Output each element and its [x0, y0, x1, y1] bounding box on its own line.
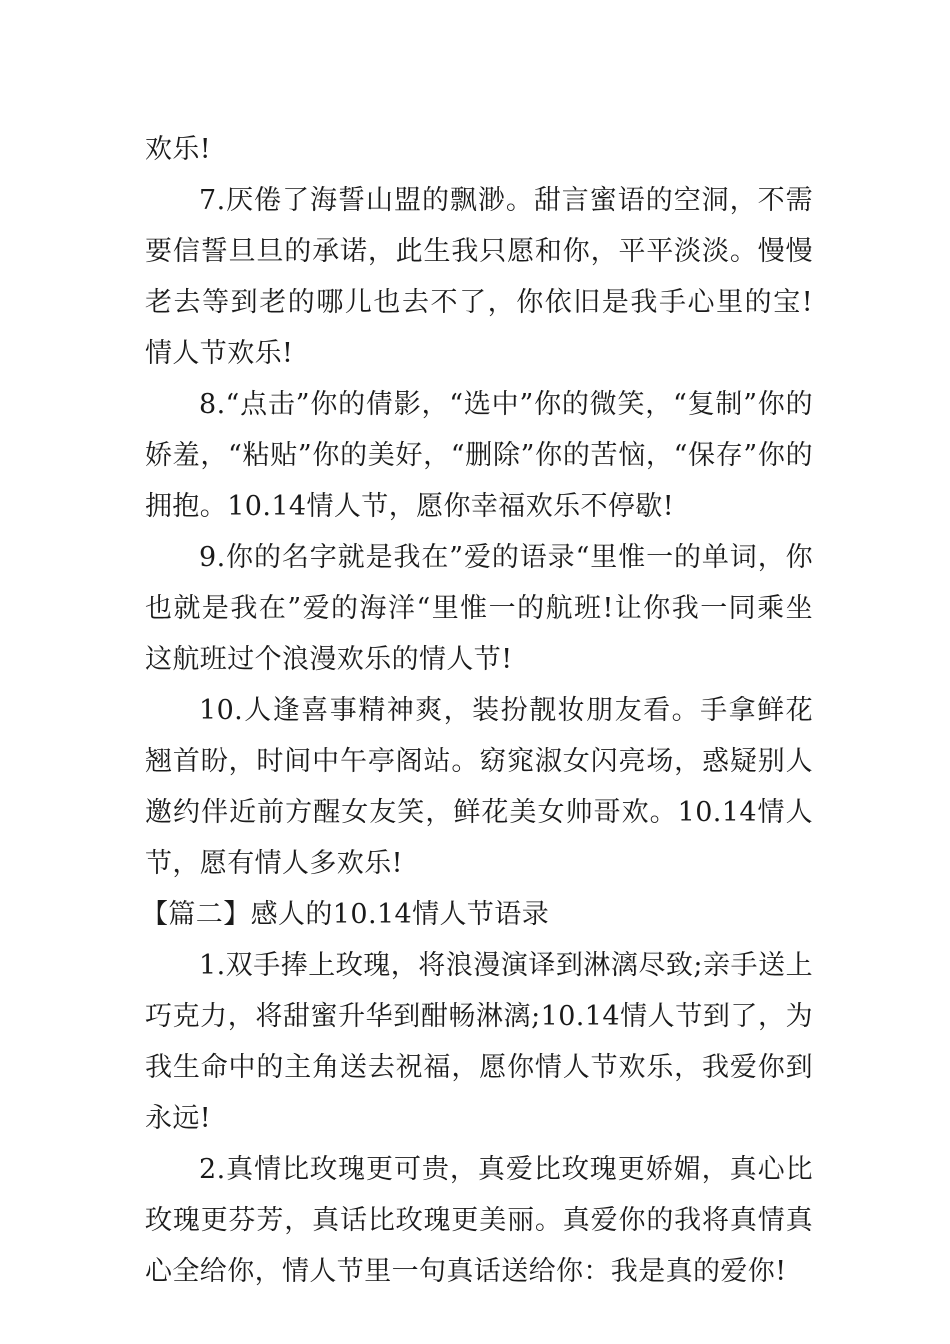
paragraph-item-7: 7.厌倦了海誓山盟的飘渺。甜言蜜语的空洞，不需要信誓旦旦的承诺，此生我只愿和你，平平淡淡。慢慢老去等到老的哪儿也去不了，你依旧是我手心里的宝!情人节欢乐!	[145, 185, 813, 369]
paragraph-item-9: 9.你的名字就是我在”爱的语录“里惟一的单词，你也就是我在”爱的海洋“里惟一的航班!让你我一同乘坐这航班过个浪漫欢乐的情人节!	[145, 542, 813, 675]
paragraph-continuation: 欢乐!	[145, 134, 212, 165]
paragraph-item-10: 10.人逢喜事精神爽，装扮靓妆朋友看。手拿鲜花翘首盼，时间中午亭阁站。窈窕淑女闪亮场，惑疑别人邀约伴近前方醒女友笑，鲜花美女帅哥欢。10.14情人节，愿有情人多欢乐!	[145, 695, 813, 879]
section-paragraph-item-2: 2.真情比玫瑰更可贵，真爱比玫瑰更娇媚，真心比玫瑰更芬芳，真话比玫瑰更美丽。真爱你的我将真情真心全给你，情人节里一句真话送给你：我是真的爱你!	[145, 1154, 813, 1287]
paragraph-item-8: 8.“点击”你的倩影，“选中”你的微笑，“复制”你的娇羞，“粘贴”你的美好，“删除”你的苦恼，“保存”你的拥抱。10.14情人节，愿你幸福欢乐不停歇!	[145, 389, 813, 522]
section-heading: 【篇二】感人的10.14情人节语录	[141, 899, 550, 930]
section-paragraph-item-1: 1.双手捧上玫瑰，将浪漫演译到淋漓尽致;亲手送上巧克力，将甜蜜升华到酣畅淋漓;10.14情人节到了，为我生命中的主角送去祝福，愿你情人节欢乐，我爱你到永远!	[145, 950, 813, 1134]
document-body	[141, 124, 813, 1297]
